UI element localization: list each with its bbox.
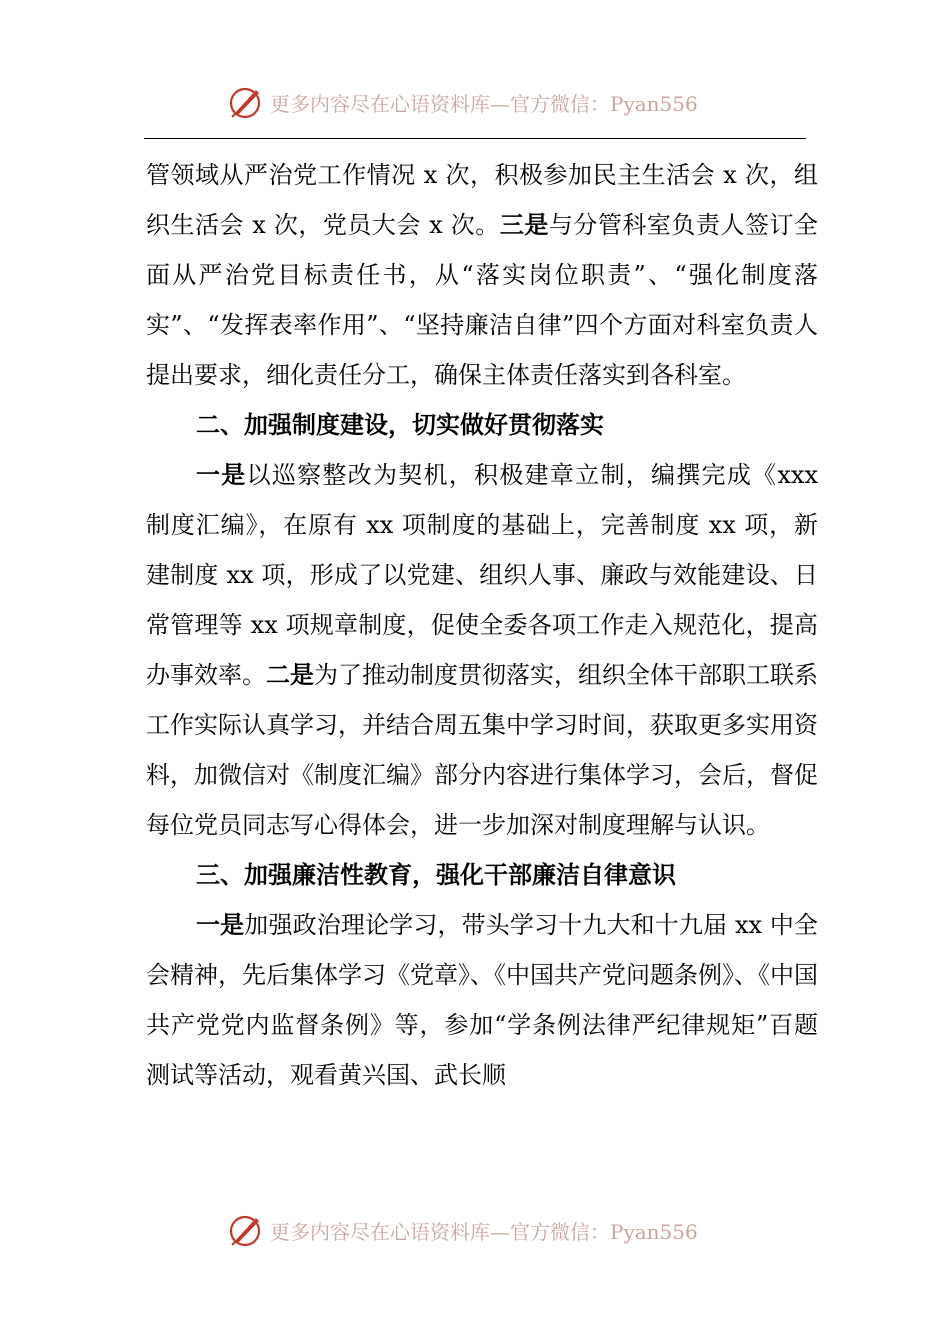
document-body (146, 150, 818, 1100)
paragraph-1-text-b: 与分管科室负责人签订全面从严治党目标责任书，从“落实岗位职责”、“强化制度落实”、“发挥表率作用”、“坚持廉洁自律”四个方面对科室负责人提出要求，细化责任分工，确保主体责任落实到各科室。 (146, 211, 819, 389)
paragraph-2-text-a: 以巡察整改为契机，积极建章立制，编撰完成《xxx 制度汇编》，在原有 xx 项制度的基础上，完善制度 xx 项，新建制度 xx 项，形成了以党建、组织人事、廉政与效能建设、日常管理等 xx 项规章制度，促使全委各项工作走入规范化，提高办事效率。 (146, 461, 819, 689)
quill-logo-icon (228, 84, 264, 120)
paragraph-2-text-b: 为了推动制度贯彻落实，组织全体干部职工联系工作实际认真学习，并结合周五集中学习时间，获取更多实用资料，加微信对《制度汇编》部分内容进行集体学习，会后，督促每位党员同志写心得体会，进一步加深对制度理解与认识。 (146, 661, 818, 839)
paragraph-2-lead-a: 一是 (196, 461, 247, 489)
paragraph-3-lead-a: 一是 (196, 911, 245, 939)
banner-text: 更多内容尽在心语资料库—官方微信：Pyan556 (270, 1219, 698, 1244)
paragraph-1-lead-b: 三是 (499, 211, 549, 239)
header-banner (228, 82, 698, 122)
footer-banner (228, 1210, 698, 1250)
paragraph-3-text-a: 加强政治理论学习，带头学习十九大和十九届 xx 中全会精神，先后集体学习《党章》、《中国共产党问题条例》、《中国共产党党内监督条例》等，参加“学条例法律严纪律规矩”百题测试等活动，观看黄兴国、武长顺 (146, 911, 819, 1089)
paragraph-2-lead-b: 二是 (266, 661, 314, 689)
paragraph-1 (146, 150, 818, 400)
paragraph-3 (146, 900, 818, 1100)
section-heading-2: 二、加强制度建设，切实做好贯彻落实 (196, 411, 604, 439)
banner-text: 更多内容尽在心语资料库—官方微信：Pyan556 (270, 91, 698, 116)
quill-logo-icon (228, 1212, 264, 1248)
paragraph-2 (146, 450, 818, 850)
section-heading-3: 三、加强廉洁性教育，强化干部廉洁自律意识 (196, 861, 676, 889)
paragraph-1-text-a: 管领域从严治党工作情况 x 次，积极参加民主生活会 x 次，组织生活会 x 次，党员大会 x 次。 (146, 161, 818, 239)
header-divider (144, 138, 806, 139)
